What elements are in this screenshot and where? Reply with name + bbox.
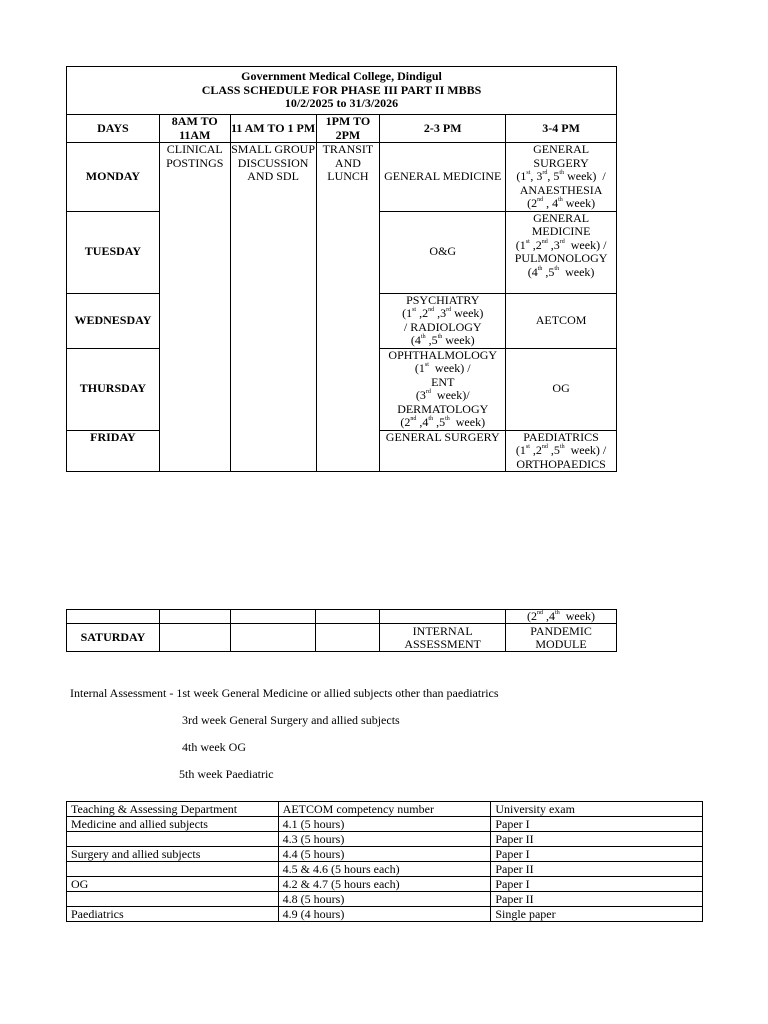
col-3-4pm: 3-4 PM bbox=[506, 115, 617, 143]
aetcom-competency: 4.9 (4 hours) bbox=[278, 907, 491, 922]
aetcom-table bbox=[66, 801, 703, 922]
thursday-2-3pm: OPHTHALMOLOGY (1st week) / ENT (3rd week)/ DERMATOLOGY (2nd ,4th ,5th week) bbox=[380, 348, 506, 430]
internal-assessment-note-3: 4th week OG bbox=[182, 740, 246, 754]
friday-continued-blank bbox=[159, 610, 230, 624]
tuesday-3-4pm: GENERAL MEDICINE (1st ,2nd ,3rd week) / PULMONOLOGY (4th ,5th week) bbox=[506, 211, 617, 293]
aetcom-exam: Paper II bbox=[491, 892, 703, 907]
aetcom-exam: Paper I bbox=[491, 817, 703, 832]
table-row bbox=[67, 862, 703, 877]
day-thursday: THURSDAY bbox=[67, 348, 160, 430]
aetcom-header-competency: AETCOM competency number bbox=[278, 802, 491, 817]
thursday-3-4pm: OG bbox=[506, 348, 617, 430]
tuesday-2-3pm: O&G bbox=[380, 211, 506, 293]
saturday-blank bbox=[159, 624, 230, 652]
aetcom-competency: 4.4 (5 hours) bbox=[278, 847, 491, 862]
day-monday: MONDAY bbox=[67, 143, 160, 212]
table-row bbox=[67, 892, 703, 907]
day-friday: FRIDAY bbox=[67, 430, 160, 472]
saturday-table bbox=[66, 609, 617, 652]
aetcom-department: Medicine and allied subjects bbox=[67, 817, 279, 832]
table-row bbox=[67, 832, 703, 847]
aetcom-department: OG bbox=[67, 877, 279, 892]
day-wednesday: WEDNESDAY bbox=[67, 293, 160, 348]
saturday-3-4pm: PANDEMIC MODULE bbox=[506, 624, 617, 652]
monday-2-3pm: GENERAL MEDICINE bbox=[380, 143, 506, 212]
table-row bbox=[67, 817, 703, 832]
friday-3-4pm-continued: (2nd ,4th week) bbox=[506, 610, 617, 624]
friday-3-4pm: PAEDIATRICS (1st ,2nd ,5th week) / ORTHOPAEDICS bbox=[506, 430, 617, 472]
col-2-3pm: 2-3 PM bbox=[380, 115, 506, 143]
aetcom-department bbox=[67, 832, 279, 847]
col-11am-1pm: 11 AM TO 1 PM bbox=[230, 115, 316, 143]
friday-continued-day bbox=[67, 610, 160, 624]
clinical-postings-cell: CLINICAL POSTINGS bbox=[159, 143, 230, 472]
wednesday-3-4pm: AETCOM bbox=[506, 293, 617, 348]
table-row bbox=[67, 907, 703, 922]
aetcom-competency: 4.1 (5 hours) bbox=[278, 817, 491, 832]
aetcom-competency: 4.5 & 4.6 (5 hours each) bbox=[278, 862, 491, 877]
aetcom-exam: Paper II bbox=[491, 832, 703, 847]
aetcom-header-row bbox=[67, 802, 703, 817]
friday-2-3pm: GENERAL SURGERY bbox=[380, 430, 506, 472]
schedule-title: CLASS SCHEDULE FOR PHASE III PART II MBBS bbox=[201, 82, 482, 97]
aetcom-exam: Paper I bbox=[491, 877, 703, 892]
saturday-blank bbox=[316, 624, 380, 652]
aetcom-header-exam: University exam bbox=[491, 802, 703, 817]
col-8am-11am: 8AM TO 11AM bbox=[159, 115, 230, 143]
aetcom-department bbox=[67, 892, 279, 907]
friday-continued-blank bbox=[380, 610, 506, 624]
day-tuesday: TUESDAY bbox=[67, 211, 160, 293]
aetcom-header-department: Teaching & Assessing Department bbox=[67, 802, 279, 817]
table-row bbox=[67, 847, 703, 862]
schedule-dates: 10/2/2025 to 31/3/2026 bbox=[284, 96, 399, 111]
schedule-header bbox=[67, 67, 617, 115]
table-row bbox=[67, 877, 703, 892]
day-saturday: SATURDAY bbox=[67, 624, 160, 652]
transit-lunch-cell: TRANSIT AND LUNCH bbox=[316, 143, 380, 472]
monday-3-4pm: GENERAL SURGERY (1st, 3rd, 5th week) / ANAESTHESIA (2nd , 4th week) bbox=[506, 143, 617, 212]
internal-assessment-note-1: Internal Assessment - 1st week General Medicine or allied subjects other than paediatrics bbox=[70, 686, 499, 700]
wednesday-2-3pm: PSYCHIATRY (1st ,2nd ,3rd week) / RADIOLOGY (4th ,5th week) bbox=[380, 293, 506, 348]
aetcom-exam: Paper II bbox=[491, 862, 703, 877]
internal-assessment-note-2: 3rd week General Surgery and allied subjects bbox=[182, 713, 400, 727]
saturday-blank bbox=[230, 624, 316, 652]
aetcom-competency: 4.8 (5 hours) bbox=[278, 892, 491, 907]
friday-continued-blank bbox=[316, 610, 380, 624]
friday-continued-blank bbox=[230, 610, 316, 624]
internal-assessment-note-4: 5th week Paediatric bbox=[179, 767, 274, 781]
college-name: Government Medical College, Dindigul bbox=[241, 69, 442, 84]
col-1pm-2pm: 1PM TO 2PM bbox=[316, 115, 380, 143]
aetcom-competency: 4.3 (5 hours) bbox=[278, 832, 491, 847]
saturday-2-3pm: INTERNAL ASSESSMENT bbox=[380, 624, 506, 652]
class-schedule-table bbox=[66, 66, 617, 472]
small-group-cell: SMALL GROUP DISCUSSION AND SDL bbox=[230, 143, 316, 472]
aetcom-department bbox=[67, 862, 279, 877]
aetcom-exam: Single paper bbox=[491, 907, 703, 922]
aetcom-exam: Paper I bbox=[491, 847, 703, 862]
aetcom-department: Paediatrics bbox=[67, 907, 279, 922]
col-days: DAYS bbox=[67, 115, 160, 143]
aetcom-competency: 4.2 & 4.7 (5 hours each) bbox=[278, 877, 491, 892]
aetcom-department: Surgery and allied subjects bbox=[67, 847, 279, 862]
